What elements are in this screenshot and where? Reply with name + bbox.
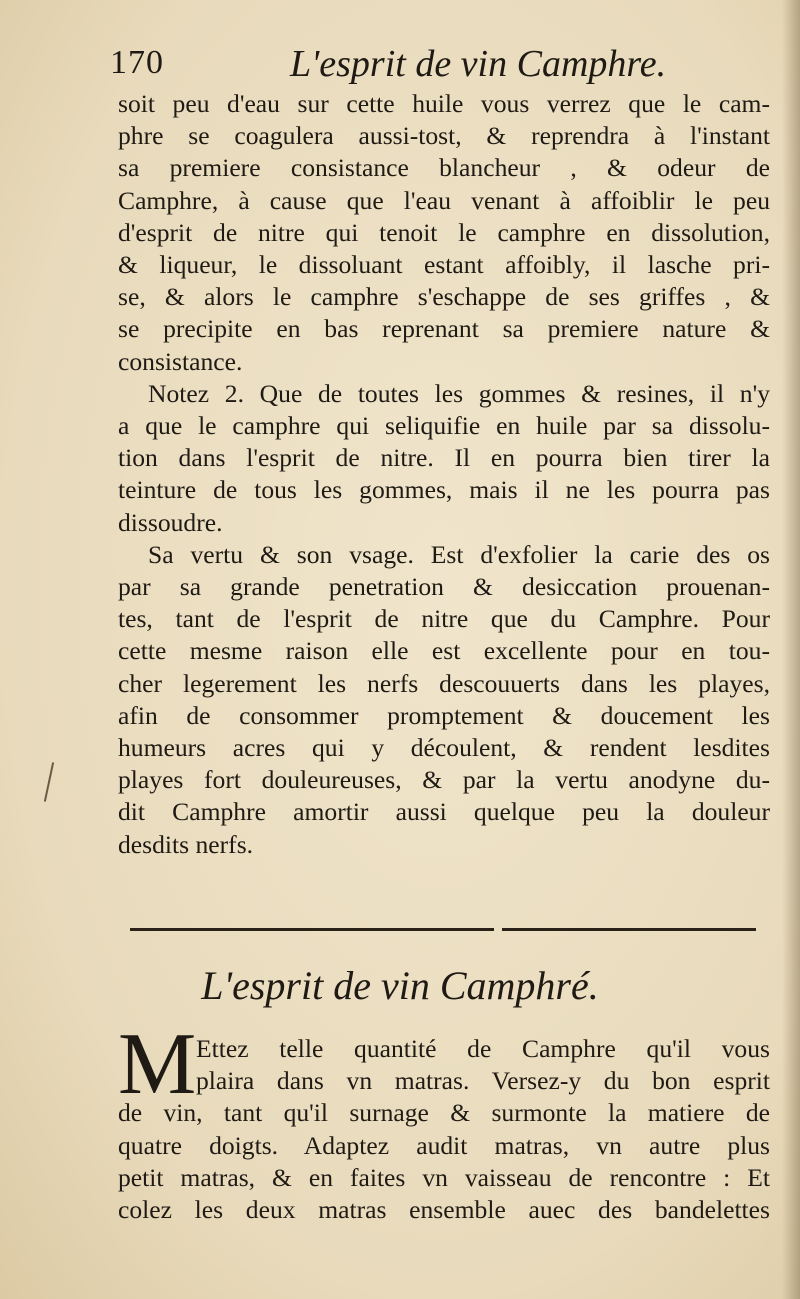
section-title: L'esprit de vin Camphré. xyxy=(201,963,599,1008)
text-line: Ettez telle quantité de Camphre qu'il vous xyxy=(196,1034,770,1063)
text-line: colez les deux matras ensemble auec des bandelettes xyxy=(118,1195,770,1225)
text-line: sa premiere consistance blancheur , & odeur de xyxy=(118,153,770,183)
text-line: Sa vertu & son vsage. Est d'exfolier la carie des os xyxy=(148,539,770,569)
text-line: humeurs acres qui y découlent, & rendent lesdites xyxy=(118,733,770,763)
text-line: cette mesme raison elle est excellente pour en tou- xyxy=(118,636,770,666)
text-line: plaira dans vn matras. Versez-y du bon esprit xyxy=(196,1066,770,1096)
text-line: Notez 2. Que de toutes les gommes & resines, il n'y xyxy=(148,378,770,408)
text-line: dissoudre. xyxy=(118,507,223,537)
text-line: afin de consommer promptement & doucement les xyxy=(118,700,770,730)
text-line: d'esprit de nitre qui tenoit le camphre en dissolution, xyxy=(118,217,770,247)
text-line: de vin, tant qu'il surnage & surmonte la matiere de xyxy=(118,1098,770,1128)
text-line: phre se coagulera aussi-tost, & reprendra à l'instant xyxy=(118,121,770,151)
text-line: soit peu d'eau sur cette huile vous verrez que le cam- xyxy=(118,89,770,118)
running-title: L'esprit de vin Camphre. xyxy=(290,43,667,85)
page-number: 170 xyxy=(110,44,164,81)
body-text xyxy=(118,88,770,861)
page-edge-shadow xyxy=(782,0,800,1299)
section-divider xyxy=(130,926,756,934)
text-line: playes fort douleureuses, & par la vertu anodyne du- xyxy=(118,765,770,795)
margin-mark xyxy=(44,762,54,802)
text-line: Camphre, à cause que l'eau venant à affoiblir le peu xyxy=(118,185,770,215)
text-line: consistance. xyxy=(118,346,243,376)
text-line: se precipite en bas reprenant sa premiere nature & xyxy=(118,314,770,344)
text-line: se, & alors le camphre s'eschappe de ses griffes , & xyxy=(118,282,770,312)
text-line: teinture de tous les gommes, mais il ne les pourra pas xyxy=(118,475,770,505)
drop-cap: M xyxy=(118,1016,197,1113)
text-line: petit matras, & en faites vn vaisseau de rencontre : Et xyxy=(118,1162,770,1192)
text-line: & liqueur, le dissoluant estant affoibly, il lasche pri- xyxy=(118,250,770,280)
text-line: tion dans l'esprit de nitre. Il en pourra bien tirer la xyxy=(118,443,770,473)
divider-rule-left xyxy=(130,928,494,931)
text-line: a que le camphre qui seliquifie en huile par sa dissolu- xyxy=(118,411,770,441)
text-line: cher legerement les nerfs descouuerts dans les playes, xyxy=(118,668,770,698)
divider-rule-right xyxy=(502,928,756,931)
section-body xyxy=(118,1016,770,1226)
text-line: desdits nerfs. xyxy=(118,829,254,859)
text-line: par sa grande penetration & desiccation prouenan- xyxy=(118,572,770,602)
text-line: dit Camphre amortir aussi quelque peu la douleur xyxy=(118,797,770,827)
text-line: quatre doigts. Adaptez audit matras, vn autre plus xyxy=(118,1130,770,1160)
text-line: tes, tant de l'esprit de nitre que du Camphre. Pour xyxy=(118,604,770,634)
